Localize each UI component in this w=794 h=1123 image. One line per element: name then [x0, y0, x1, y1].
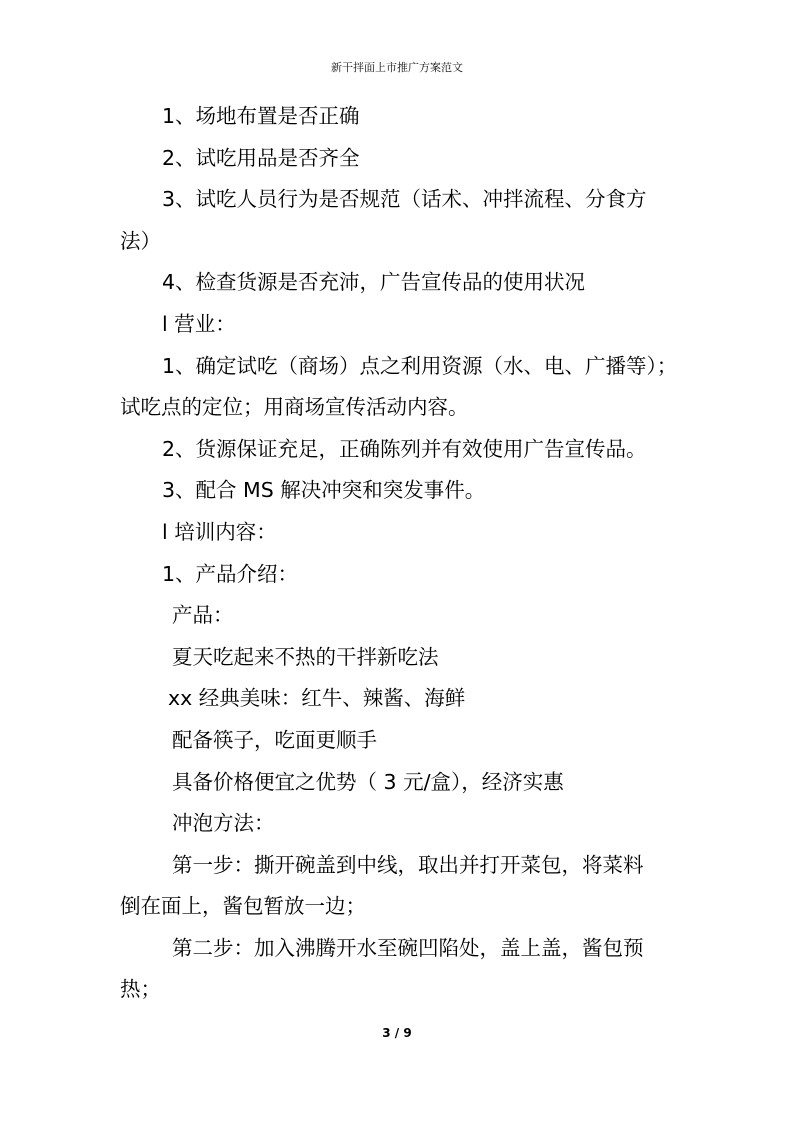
text-line: 1、确定试吃（商场）点之利用资源（水、电、广播等）；: [162, 353, 678, 378]
section-heading: l 培训内容：: [162, 519, 277, 544]
text-line: 第一步：撕开碗盖到中线，取出并打开菜包，将菜料: [172, 852, 644, 877]
text-line: 2、试吃用品是否齐全: [162, 145, 360, 170]
text-line: 1、产品介绍：: [162, 561, 299, 586]
text-line: 产品：: [172, 603, 234, 628]
page-header-title: 新干拌面上市推广方案范文: [331, 61, 463, 74]
text-line: 配备筷子，吃面更顺手: [172, 727, 377, 752]
text-line: 第二步：加入沸腾开水至碗凹陷处，盖上盖，酱包预: [172, 935, 644, 960]
page-number: 3 / 9: [382, 1026, 412, 1040]
text-line: 3、试吃人员行为是否规范（话术、冲拌流程、分食方: [162, 187, 647, 212]
text-line: 冲泡方法：: [172, 811, 275, 836]
text-line: xx 经典美味：红牛、辣酱、海鲜: [168, 686, 466, 711]
text-line: 2、货源保证充足，正确陈列并有效使用广告宣传品。: [162, 436, 647, 461]
section-heading: l 营业：: [162, 311, 236, 336]
text-line: 热；: [120, 977, 161, 1002]
text-line: 法）: [120, 228, 161, 253]
text-line: 1、场地布置是否正确: [162, 104, 360, 128]
text-line: 具备价格便宜之优势（ 3 元/盒），经济实惠: [172, 769, 564, 794]
text-line: 倒在面上，酱包暂放一边；: [120, 894, 366, 919]
text-line: 3、配合 MS 解决冲突和突发事件。: [162, 478, 486, 503]
text-line: 4、检查货源是否充沛，广告宣传品的使用状况: [162, 270, 586, 295]
text-line: 试吃点的定位；用商场宣传活动内容。: [120, 395, 469, 420]
document-body: [120, 96, 680, 1011]
text-line: 夏天吃起来不热的干拌新吃法: [172, 644, 439, 669]
